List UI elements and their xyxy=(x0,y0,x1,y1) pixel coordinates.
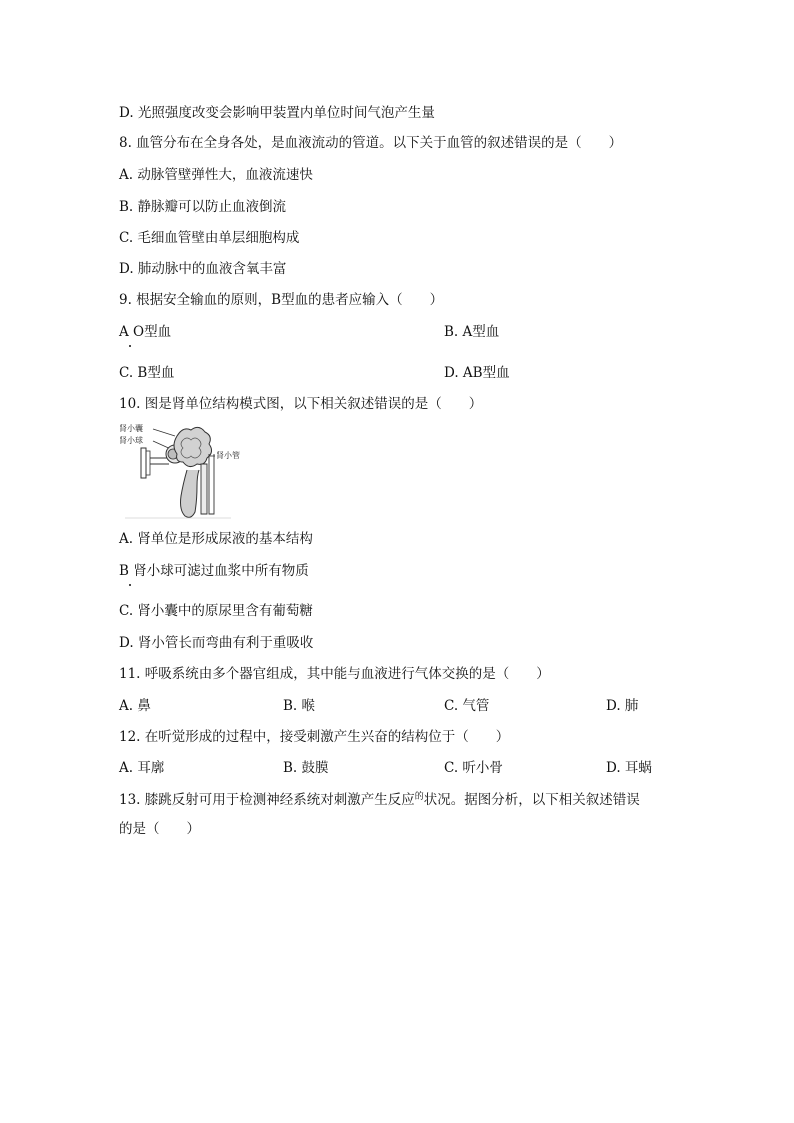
label-bowman-capsule: 肾小囊 xyxy=(119,424,143,433)
q11-option-a: A. 鼻 xyxy=(119,698,151,714)
q13-stem-part2: 状况。据图分析，以下相关叙述错误 xyxy=(423,792,640,808)
q9-option-d: D. AB型血 xyxy=(444,365,510,381)
q11-option-c: C. 气管 xyxy=(444,698,490,714)
nephron-diagram xyxy=(117,420,237,520)
q11-stem: 11. 呼吸系统由多个器官组成，其中能与血液进行气体交换的是（ ） xyxy=(119,666,550,682)
q8-option-d: D. 肺动脉中的血液含氧丰富 xyxy=(119,261,287,277)
q10-option-b: B 肾小球可滤过血浆中所有物质 xyxy=(119,563,309,579)
q9-option-b: B. A型血 xyxy=(444,324,500,340)
q9-option-a: A O型血 xyxy=(119,324,172,340)
q9-option-c: C. B型血 xyxy=(119,365,175,381)
q13-stem-line1 xyxy=(119,791,640,811)
q10-stem: 10. 图是肾单位结构模式图，以下相关叙述错误的是（ ） xyxy=(119,396,483,412)
q10-option-c: C. 肾小囊中的原尿里含有葡萄糖 xyxy=(119,603,313,619)
q8-option-b: B. 静脉瓣可以防止血液倒流 xyxy=(119,199,287,215)
nephron-figure xyxy=(117,420,240,520)
q12-stem: 12. 在听觉形成的过程中，接受刺激产生兴奋的结构位于（ ） xyxy=(119,729,510,745)
q8-option-c: C. 毛细血管壁由单层细胞构成 xyxy=(119,230,300,246)
q11-option-b: B. 喉 xyxy=(283,698,316,714)
q12-option-b: B. 鼓膜 xyxy=(283,760,329,776)
q12-option-a: A. 耳廓 xyxy=(119,760,165,776)
label-glomerulus: 肾小球 xyxy=(119,436,143,445)
q13-stem-sup: 的 xyxy=(414,792,424,802)
q12-option-c: C. 听小骨 xyxy=(444,760,503,776)
q13-stem-part1: 13. 膝跳反射可用于检测神经系统对刺激产生反应 xyxy=(119,792,415,808)
q11-option-d: D. 肺 xyxy=(606,698,639,714)
q10-option-b-dot xyxy=(129,584,131,586)
q10-option-d: D. 肾小管长而弯曲有利于重吸收 xyxy=(119,635,314,651)
q9-stem: 9. 根据安全输血的原则，B型血的患者应输入（ ） xyxy=(119,292,444,308)
q8-stem: 8. 血管分布在全身各处，是血液流动的管道。以下关于血管的叙述错误的是（ ） xyxy=(119,135,623,151)
q8-option-a: A. 动脉管壁弹性大，血液流速快 xyxy=(119,167,313,183)
label-renal-tubule: 肾小管 xyxy=(216,451,240,460)
q13-stem-line2: 的是（ ） xyxy=(119,821,200,837)
q12-option-d: D. 耳蜗 xyxy=(606,760,652,776)
q7-option-d: D. 光照强度改变会影响甲装置内单位时间气泡产生量 xyxy=(119,105,435,121)
q10-option-a: A. 肾单位是形成尿液的基本结构 xyxy=(119,531,313,547)
q9-option-a-dot xyxy=(129,345,131,347)
